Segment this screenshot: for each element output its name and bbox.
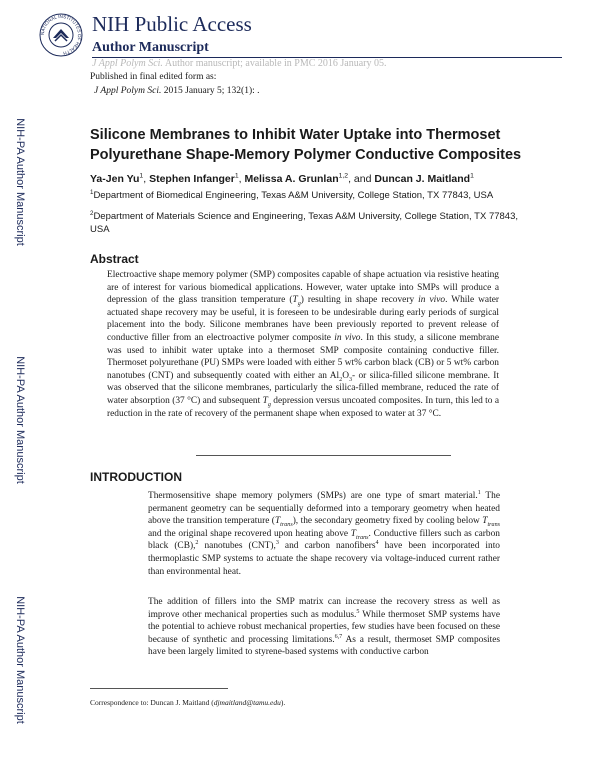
author-manuscript-label: Author Manuscript <box>92 40 209 55</box>
affiliation-2: $^2$Department of Materials Science and Engineering, Texas A&M University, College Station, TX 77843, USA <box>90 209 518 235</box>
published-label: Published in final edited form as: <box>90 72 217 82</box>
side-label-2: NIH-PA Author Manuscript <box>14 356 26 484</box>
side-label-1: NIH-PA Author Manuscript <box>14 118 26 246</box>
citation-details: 2015 January 5; 132(1): . <box>161 86 260 96</box>
abstract-heading: Abstract <box>90 252 139 266</box>
footnote-rule <box>90 688 228 689</box>
availability-text: Author manuscript; available in PMC 2016 January 05. <box>162 58 387 69</box>
author-name: Melissa A. Grunlan <box>244 173 339 185</box>
nih-public-access-title: NIH Public Access <box>92 12 252 36</box>
citation-journal: J Appl Polym Sci. <box>94 86 162 96</box>
author-name: Stephen Infanger <box>149 173 235 185</box>
side-label-3: NIH-PA Author Manuscript <box>14 596 26 724</box>
journal-abbrev: J Appl Polym Sci. <box>92 58 163 69</box>
correspondence-email[interactable]: djmaitland@tamu.edu <box>213 698 281 707</box>
introduction-heading: INTRODUCTION <box>90 470 182 484</box>
author-block <box>90 173 520 236</box>
nih-seal-logo <box>38 12 84 58</box>
author-name: Duncan J. Maitland <box>374 173 471 185</box>
author-name: Ya-Jen Yu <box>90 173 140 185</box>
correspondence-footnote: Correspondence to: Duncan J. Maitland (djmaitland@tamu.edu). <box>90 698 286 707</box>
intro-paragraph-2: The addition of fillers into the SMP matrix can increase the recovery stress as well as improve other mechanical properties such as modulus.$^5$ While thermoset SMP systems have the potential to achieve robust mechanical properties, few studies have been focused on these because of synthetic and processing limitations.$^{6,7}$ As a result, thermoset SMP composites have been largely limited to styrene-based systems with conductive carbon <box>148 597 500 658</box>
author-list: Ya-Jen Yu$^1$, Stephen Infanger$^1$, Melissa A. Grunlan$^{1,2}$, and Duncan J. Maitland$^1$ <box>90 172 474 185</box>
affiliation-1: $^1$Department of Biomedical Engineering, Texas A&M University, College Station, TX 77843, USA <box>90 188 494 201</box>
abstract-divider <box>196 455 451 456</box>
intro-paragraph-1: Thermosensitive shape memory polymers (SMPs) are one type of smart material.$^1$ The permanent geometry can be sequentially deformed into a temporary geometry when heated above the transition temperature $(T_{trans})$, the secondary geometry fixed by cooling below $T_{trans}$ and the original shape recovered upon heating above $T_{trans}$. Conductive fillers such as carbon black (CB),$^2$ nanotubes (CNT),$^3$ and carbon nanofibers$^4$ have been incorporated into thermoplastic SMP systems to actuate the shape recovery via voltage-induced current rather than environmental heat. <box>148 489 501 577</box>
citation-line <box>94 86 260 96</box>
abstract-text: Electroactive shape memory polymer (SMP) composites capable of shape actuation via resistive heating are of interest for various biomedical applications. However, water uptake into SMPs will produce a depression of the glass transition temperature $(T_g)$ resulting in shape recovery in vivo. While water actuated shape recovery may be useful, it is foreseen to be undesirable during early periods of surgical placement into the body. Silicone membranes have been previously reported to prevent release of conductive filler from an electroactive polymer composite in vivo. In this study, a silicone membrane was used to inhibit water uptake into a thermoset SMP composite containing conductive filler. Thermoset polyurethane (PU) SMPs were loaded with either 5 wt% carbon black (CB) or 5 wt% carbon nanotubes (CNT) and subsequently coated with either an $Al_2O_3-$ or silica-filled silicone membrane. It was observed that the silicone membranes, particularly the silica-filled membrane, reduced the rate of water absorption (37 °C) and subsequent $T_g$ depression versus uncoated composites. In turn, this led to a reduction in the rate of recovery of the permanent shape when exposed to water at 37 °C. <box>107 270 500 419</box>
logo-ring-text: NATIONAL INSTITUTES OF HEALTH <box>39 13 83 56</box>
journal-availability-line <box>92 58 387 69</box>
article-title: Silicone Membranes to Inhibit Water Uptake into Thermoset Polyurethane Shape-Memory Polymer Conductive Composites <box>90 127 522 163</box>
